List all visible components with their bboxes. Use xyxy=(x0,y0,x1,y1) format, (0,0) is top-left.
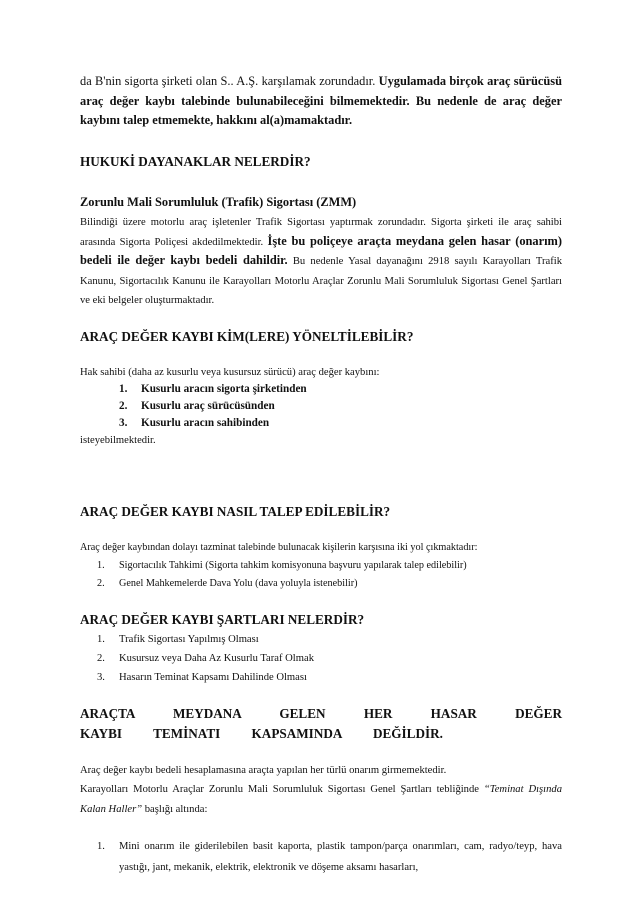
who-list xyxy=(80,381,562,432)
section-heading-conditions: ARAÇ DEĞER KAYBI ŞARTLARI NELERDİR? xyxy=(80,611,365,627)
section-heading-how: ARAÇ DEĞER KAYBI NASIL TALEP EDİLEBİLİR? xyxy=(80,503,391,519)
not-covered-para2: Karayolları Motorlu Araçlar Zorunlu Mali Sorumluluk Sigortası Genel Şartları tebliğinde “Teminat Dışında Kalan Haller” başlığı altında: xyxy=(80,784,563,815)
list-item: 2. Kusursuz veya Daha Az Kusurlu Taraf Olmak xyxy=(97,652,314,664)
list-item: 3. Hasarın Teminat Kapsamı Dahilinde Olması xyxy=(97,671,307,683)
zmm-bold-text: İşte bu poliçeye araçta meydana gelen hasar (onarım) bedeli ile değer kaybı bedeli dahildir. xyxy=(80,233,562,267)
who-lead: Hak sahibi (daha az kusurlu veya kusursuz sürücü) araç değer kaybını: xyxy=(80,366,380,378)
conditions-list xyxy=(80,630,562,687)
list-item: 1. Trafik Sigortası Yapılmış Olması xyxy=(97,633,259,645)
quoted-title: “Teminat Dışında Kalan Haller” xyxy=(80,784,563,815)
intro-bold-text: Uygulamada birçok araç sürücüsü araç değer kaybı talebinde bulunabileceğini bilmemektedir. Bu nedenle de araç değer kaybını talep etmemekte, hakkını al(a)mamaktadır. xyxy=(80,74,563,127)
zmm-subheading: Zorunlu Mali Sorumluluk (Trafik) Sigortası (ZMM) xyxy=(80,194,357,209)
list-item: 1. Sigortacılık Tahkimi (Sigorta tahkim komisyonuna başvuru yapılarak talep edilebilir) xyxy=(97,559,467,571)
not-covered-list xyxy=(80,836,562,878)
section-heading-legal-basis: HUKUKİ DAYANAKLAR NELERDİR? xyxy=(80,153,311,169)
intro-paragraph xyxy=(80,72,562,131)
intro-text: da B'nin sigorta şirketi olan S.. A.Ş. karşılamak zorundadır. xyxy=(80,74,379,88)
section-heading-who: ARAÇ DEĞER KAYBI KİM(LERE) YÖNELTİLEBİLİR? xyxy=(80,328,414,344)
document-page xyxy=(80,72,562,878)
how-list xyxy=(80,557,562,593)
section-heading-not-covered: ARAÇTA MEYDANA GELEN HER HASAR DEĞER KAYBI TEMİNATI KAPSAMINDA DEĞİLDİR. xyxy=(80,705,562,741)
zmm-text-a: Bilindiği üzere motorlu araç işletenler Trafik Sigortası yaptırmak zorundadır. Sigorta şirketi ile araç sahibi arasında Sigorta Poliçesi akdedilmektedir. xyxy=(80,217,562,248)
who-tail: isteyebilmektedir. xyxy=(80,435,156,446)
list-item: 2. Kusurlu araç sürücüsünden xyxy=(119,400,275,412)
zmm-paragraph xyxy=(80,212,562,310)
list-item: 3. Kusurlu aracın sahibinden xyxy=(119,417,270,429)
not-covered-para1: Araç değer kaybı bedeli hesaplamasına araçta yapılan her türlü onarım girmemektedir. xyxy=(80,764,447,776)
list-item: 2. Genel Mahkemelerde Dava Yolu (dava yoluyla istenebilir) xyxy=(97,577,358,589)
list-item: 1. Mini onarım ile giderilebilen basit kaporta, plastik tampon/parça onarımları, cam, radyo/teyp, hava yastığı, jant, mekanik, elektrik, elektronik ve döşeme aksamı hasarları, xyxy=(97,841,562,873)
how-lead: Araç değer kaybından dolayı tazminat talebinde bulunacak kişilerin karşısına iki yol çıkmaktadır: xyxy=(80,541,478,553)
list-item: 1. Kusurlu aracın sigorta şirketinden xyxy=(119,383,307,395)
zmm-text-b: Bu nedenle Yasal dayanağını 2918 sayılı Karayolları Trafik Kanunu, Sigortacılık Kanunu ile Karayolları Motorlu Araçlar Zorunlu Mali Sorumluluk Sigortası Genel Şartları ve eki belgeler oluşturmaktadır. xyxy=(80,256,562,306)
